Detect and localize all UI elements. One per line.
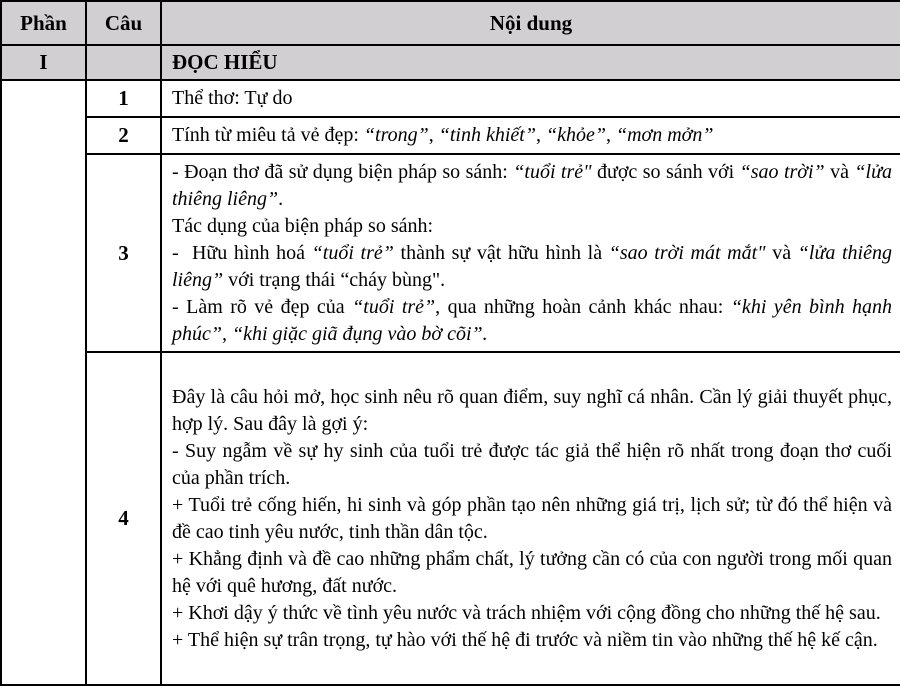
answer-paragraph: + Thể hiện sự trân trọng, tự hào với thế hệ đi trước và niềm tin vào những thế hệ kế cận. bbox=[172, 628, 878, 651]
column-header-content: Nội dung bbox=[161, 1, 900, 45]
answer-paragraph: + Tuổi trẻ cống hiến, hi sinh và góp phần tạo nên những giá trị, lịch sử; từ đó thể hiện và đề cao tinh yêu nước, tinh thần dân tộc. bbox=[172, 493, 892, 543]
answer-paragraph: - Suy ngẫm về sự hy sinh của tuổi trẻ được tác giả thể hiện rõ nhất trong đoạn thơ cuối của phần trích. bbox=[172, 439, 892, 489]
answer-row-q4 bbox=[1, 352, 900, 685]
column-header-question: Câu bbox=[86, 1, 161, 45]
answer-row-q1 bbox=[1, 80, 900, 117]
question-number-3: 3 bbox=[86, 154, 161, 352]
answer-row-q2 bbox=[1, 117, 900, 154]
answer-content-3 bbox=[161, 154, 900, 352]
answer-paragraph: - Hữu hình hoá “tuổi trẻ” thành sự vật hữu hình là “sao trời mát mắt" và “lửa thiêng liêng” với trạng thái “cháy bùng". bbox=[172, 241, 892, 291]
answer-paragraph: - Làm rõ vẻ đẹp của “tuổi trẻ”, qua những hoàn cảnh khác nhau: “khi yên bình hạnh phúc”, “khi giặc giã đụng vào bờ cõi”. bbox=[172, 295, 893, 345]
answer-paragraph: + Khẳng định và đề cao những phẩm chất, lý tưởng cần có của con người trong mối quan hệ với quê hương, đất nước. bbox=[172, 547, 892, 597]
answer-content-2 bbox=[161, 117, 900, 154]
answer-paragraph: + Khơi dậy ý thức về tình yêu nước và trách nhiệm với cộng đồng cho những thế hệ sau. bbox=[172, 601, 881, 624]
answer-paragraph: - Đoạn thơ đã sử dụng biện pháp so sánh: “tuổi trẻ" được so sánh với “sao trời” và “lửa thiêng liêng”. bbox=[172, 160, 892, 210]
section-part-label: I bbox=[1, 45, 86, 80]
answer-row-q3 bbox=[1, 154, 900, 352]
column-header-part: Phần bbox=[1, 1, 86, 45]
question-number-1: 1 bbox=[86, 80, 161, 117]
section-title: ĐỌC HIỂU bbox=[161, 45, 900, 80]
question-number-4: 4 bbox=[86, 352, 161, 685]
answer-content-1 bbox=[161, 80, 900, 117]
section-row bbox=[1, 45, 900, 80]
answer-paragraph: Thể thơ: Tự do bbox=[172, 87, 293, 109]
answer-paragraph: Tác dụng của biện pháp so sánh: bbox=[172, 214, 434, 237]
answer-paragraph: Đây là câu hỏi mở, học sinh nêu rõ quan điểm, suy nghĩ cá nhân. Cần lý giải thuyết phục, hợp lý. Sau đây là gợi ý: bbox=[172, 385, 892, 435]
answer-paragraph: Tính từ miêu tả vẻ đẹp: “trong”, “tinh khiết”, “khỏe”, “mơn mởn” bbox=[172, 124, 714, 146]
table-header-row bbox=[1, 1, 900, 45]
question-number-2: 2 bbox=[86, 117, 161, 154]
part-merged-cell bbox=[1, 80, 86, 685]
section-question-empty-cell bbox=[86, 45, 161, 80]
answer-content-4 bbox=[161, 352, 900, 685]
